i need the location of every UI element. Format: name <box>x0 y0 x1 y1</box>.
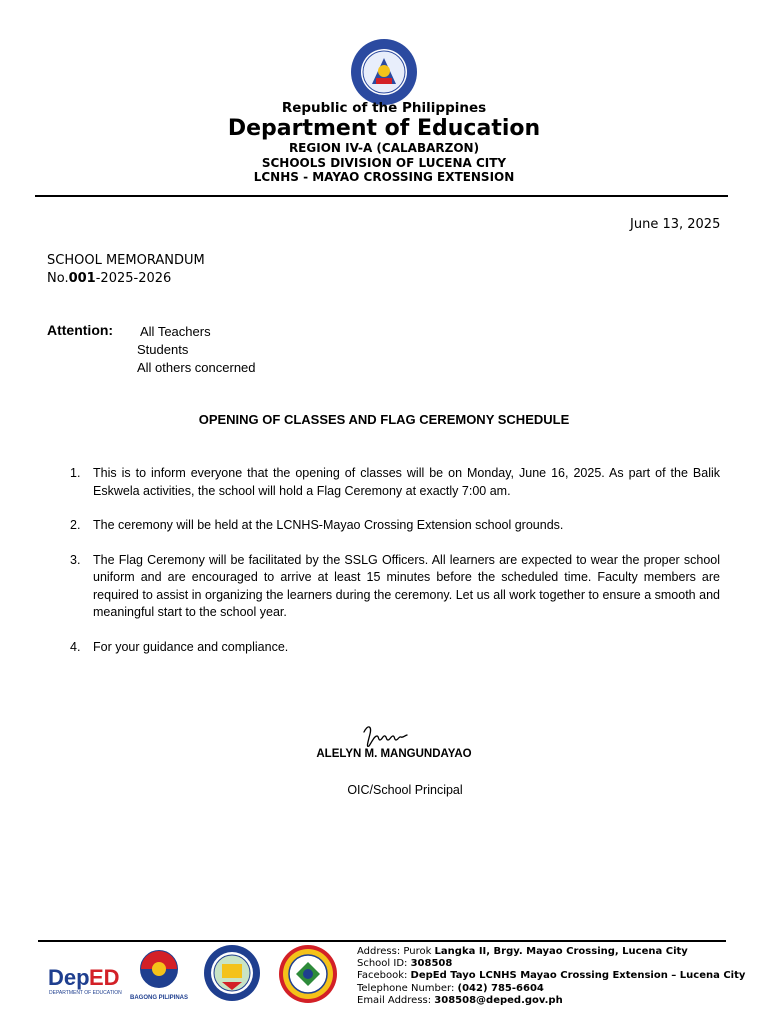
phone-line: Telephone Number: (042) 785-6604 <box>357 982 544 994</box>
header-divider <box>35 195 728 197</box>
republic-heading: Republic of the Philippines <box>281 100 487 116</box>
svg-text:DEPARTMENT OF EDUCATION: DEPARTMENT OF EDUCATION <box>49 990 122 996</box>
svg-text:Dep: Dep <box>48 965 90 990</box>
deped-logo-icon <box>46 958 124 998</box>
memo-identifier <box>47 252 205 288</box>
recipient-item: All Teachers <box>140 324 211 339</box>
signatory-role: OIC/School Principal <box>347 783 463 797</box>
office-heading <box>0 141 768 185</box>
contact-info <box>357 946 745 1007</box>
division-seal-icon <box>200 944 264 1002</box>
school-id-line: School ID: 308508 <box>357 958 453 970</box>
footer-divider <box>38 940 726 942</box>
attention-recipients <box>137 323 256 377</box>
memo-type: SCHOOL MEMORANDUM <box>47 253 205 268</box>
signature-image <box>360 722 412 750</box>
list-item: 4. For your guidance and compliance. <box>70 639 289 654</box>
memo-number: No.001-2025-2026 <box>47 271 172 286</box>
recipient-item: Students <box>137 342 189 357</box>
recipient-item: All others concerned <box>137 360 256 375</box>
deped-seal-icon <box>350 38 418 106</box>
svg-text:BAGONG PILIPINAS: BAGONG PILIPINAS <box>130 995 188 1001</box>
attention-label: Attention: <box>47 322 114 338</box>
facebook-line: Facebook: DepEd Tayo LCNHS Mayao Crossing Extension – Lucena City <box>357 970 746 982</box>
department-heading: Department of Education <box>227 116 541 141</box>
memo-date: June 13, 2025 <box>630 217 721 232</box>
memo-body-list <box>70 465 720 673</box>
list-item: 3. The Flag Ceremony will be facilitated by the SSLG Officers. All learners are expected to wear the proper school uniform and are encouraged to arrive at least 15 minutes before the scheduled time. Faculty members are required to assist in organizing the learners during the ceremony. Let us all work together to ensure a smooth and meaningful start to the school year. <box>70 552 720 619</box>
address-line: Address: Purok Langka II, Brgy. Mayao Crossing, Lucena City <box>357 946 688 957</box>
region-line: REGION IV-A (CALABARZON) <box>288 141 480 155</box>
school-seal-icon <box>274 944 342 1004</box>
list-item: 2. The ceremony will be held at the LCNHS-Mayao Crossing Extension school grounds. <box>70 518 564 532</box>
memo-title: OPENING OF CLASSES AND FLAG CEREMONY SCHEDULE <box>198 412 570 427</box>
school-line: LCNHS - MAYAO CROSSING EXTENSION <box>253 170 515 184</box>
signatory-name: ALELYN M. MANGUNDAYAO <box>316 748 472 760</box>
list-item: 1. This is to inform everyone that the opening of classes will be on Monday, June 16, 2025. As part of the Balik Eskwela activities, the school will hold a Flag Ceremony at exactly 7:00 am. <box>70 466 720 498</box>
svg-text:ED: ED <box>89 965 120 990</box>
bagong-pilipinas-logo-icon <box>130 947 188 1003</box>
division-line: SCHOOLS DIVISION OF LUCENA CITY <box>261 155 507 170</box>
email-line: Email Address: 308508@deped.gov.ph <box>357 994 563 1006</box>
